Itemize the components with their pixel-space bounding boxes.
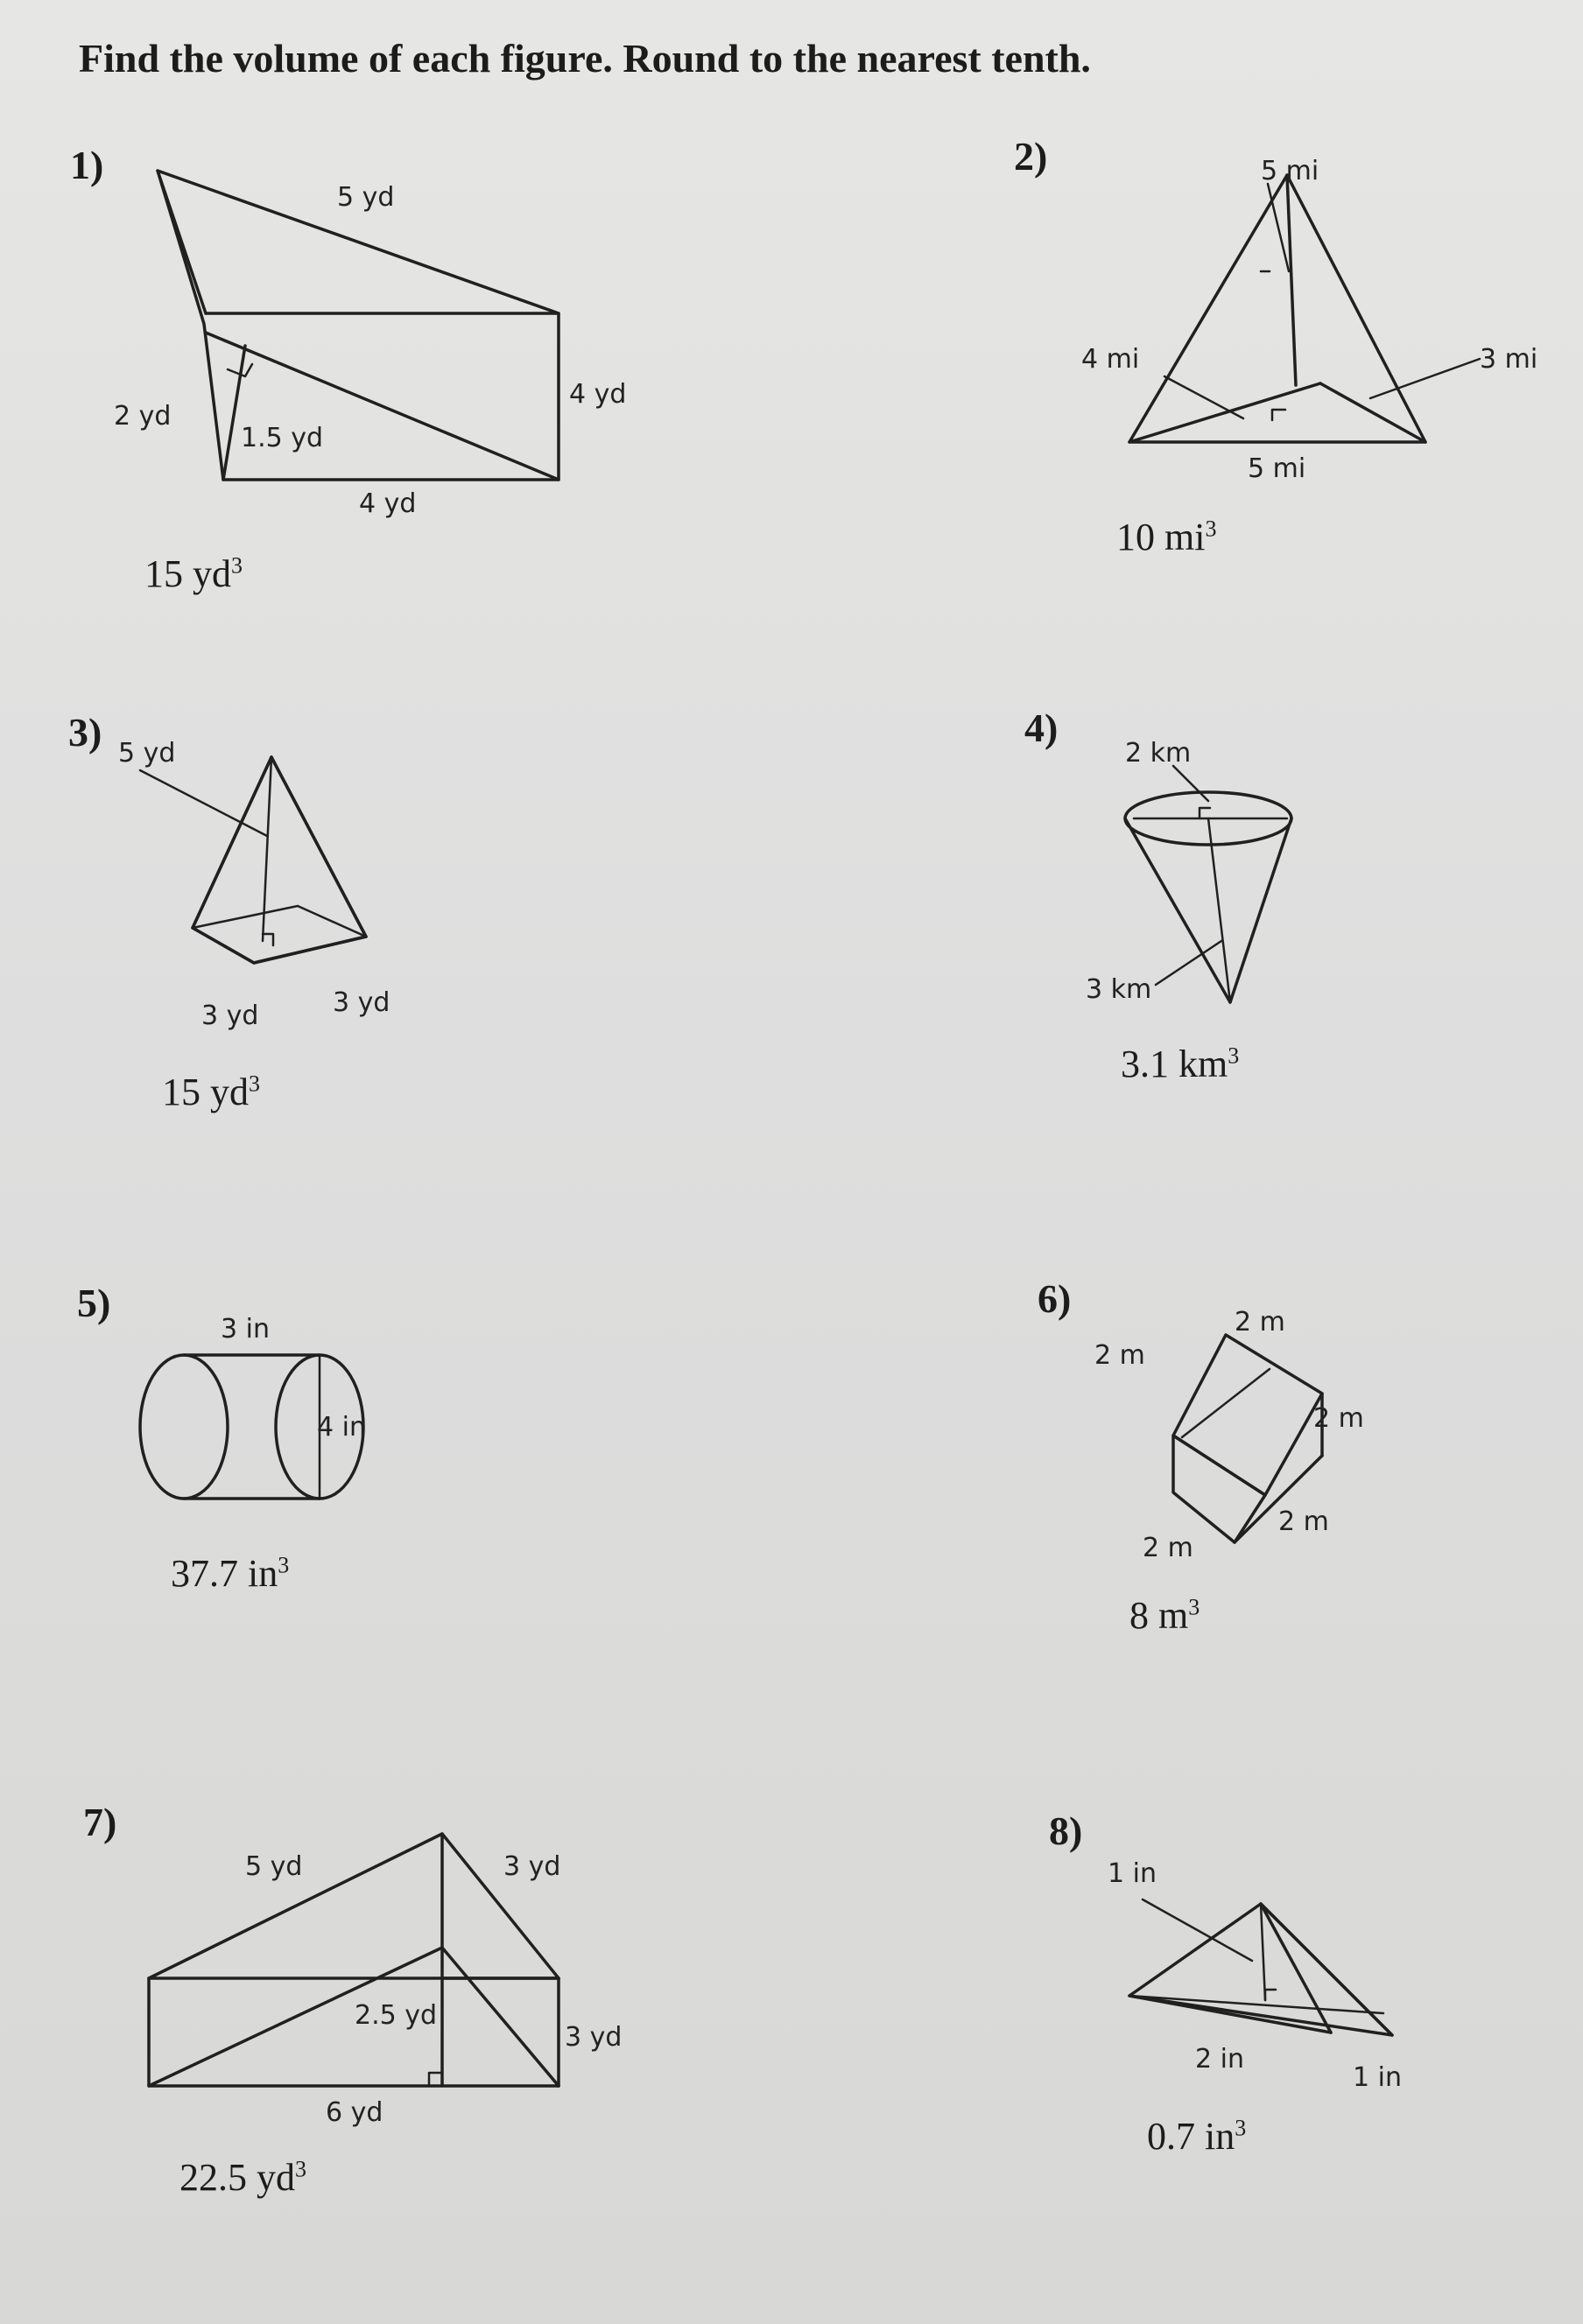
problem-7-answer: 22.5 $yd^3$ <box>179 2156 306 2199</box>
problem-3-label-slant: 5 yd <box>118 738 176 769</box>
problem-2-label-right: 3 mi <box>1480 344 1538 375</box>
problem-5-number: 5) <box>77 1281 111 1325</box>
problem-1-number: 1) <box>70 143 104 187</box>
problem-7-number: 7) <box>83 1800 117 1844</box>
problem-1-label-top: 5 yd <box>337 182 395 213</box>
problem-6-label-top: 2 m <box>1235 1307 1285 1338</box>
problem-4-label-height: 3 km <box>1086 974 1152 1005</box>
problem-1-answer: 15 $yd^3$ <box>144 552 243 595</box>
problem-5-label-top: 3 in <box>221 1314 270 1345</box>
problem-2-label-base: 5 mi <box>1248 453 1306 484</box>
problem-7-label-slant-left: 5 yd <box>245 1851 303 1882</box>
instructions-heading: Find the volume of each figure. Round to the nearest tenth. <box>79 36 1091 81</box>
problem-2-figure <box>1059 158 1550 508</box>
problem-3-label-base-right: 3 yd <box>333 987 390 1018</box>
problem-8-label-base: 2 in <box>1195 2044 1244 2075</box>
problem-6-answer: 8 $m^3$ <box>1129 1594 1200 1637</box>
problem-8-label-top: 1 in <box>1108 1858 1157 1889</box>
problem-4-label-top: 2 km <box>1125 738 1192 769</box>
problem-6-label-left: 2 m <box>1094 1340 1145 1371</box>
problem-7-label-height: 2.5 yd <box>355 2000 438 2031</box>
problem-5-figure <box>123 1304 438 1549</box>
problem-1-label-base: 4 yd <box>359 488 417 519</box>
problem-2-label-apex: 5 mi <box>1261 156 1319 186</box>
problem-8-figure <box>1103 1829 1471 2118</box>
problem-7-label-base: 6 yd <box>326 2097 383 2128</box>
problem-8-answer: 0.7 $in^3$ <box>1147 2115 1247 2158</box>
problem-8-number: 8) <box>1049 1808 1083 1853</box>
problem-5-answer: 37.7 $in^3$ <box>171 1552 290 1595</box>
problem-5-label-height: 4 in <box>317 1412 366 1443</box>
problem-4-answer: 3.1 $km^3$ <box>1121 1043 1240 1085</box>
problem-1-label-side: 2 yd <box>114 401 172 432</box>
problem-3-label-base-left: 3 yd <box>201 1001 259 1031</box>
problem-7-label-side: 3 yd <box>565 2022 623 2053</box>
problem-6-label-right: 2 m <box>1313 1403 1364 1434</box>
problem-6-label-depth: 2 m <box>1278 1506 1329 1537</box>
problem-3-answer: 15 $yd^3$ <box>162 1071 260 1113</box>
problem-3-figure <box>105 731 455 1046</box>
problem-1-figure <box>105 158 627 525</box>
problem-6-label-base: 2 m <box>1143 1533 1193 1563</box>
problem-2-answer: 10 $mi^3$ <box>1116 516 1217 558</box>
problem-7-label-slant-right: 3 yd <box>503 1851 561 1882</box>
problem-4-number: 4) <box>1024 706 1059 750</box>
problem-4-figure <box>1077 731 1410 1029</box>
problem-2-number: 2) <box>1014 134 1048 179</box>
problem-6-figure <box>1077 1295 1462 1584</box>
problem-7-figure <box>131 1816 622 2149</box>
problem-3-number: 3) <box>68 710 102 755</box>
problem-1-label-height: 4 yd <box>569 379 627 410</box>
problem-8-label-side: 1 in <box>1353 2062 1402 2093</box>
problem-1-label-altitude: 1.5 yd <box>241 423 324 453</box>
problem-2-label-left: 4 mi <box>1081 344 1140 375</box>
problem-6-number: 6) <box>1038 1276 1072 1321</box>
